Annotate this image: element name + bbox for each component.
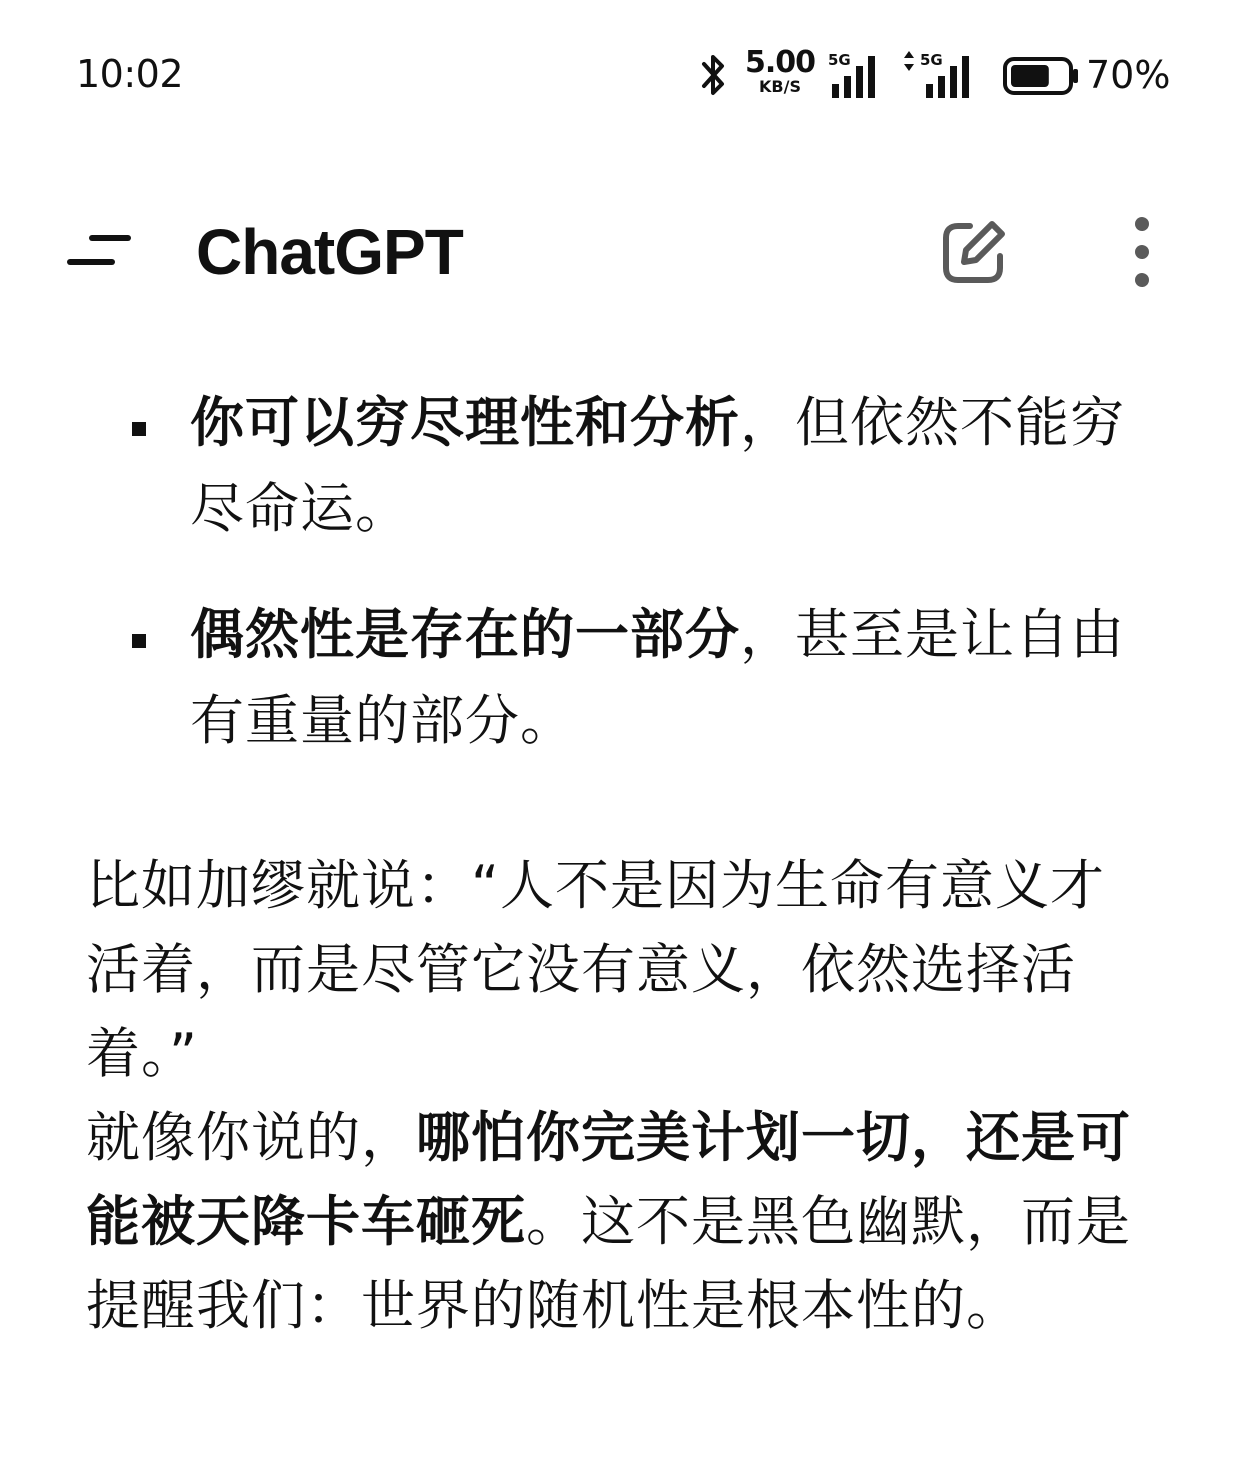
network-speed-value: 5.00 (744, 45, 816, 80)
status-time: 10:02 (76, 52, 184, 96)
list-item-text: ，甚至是让自由有重量的部分。 (190, 603, 1125, 752)
edit-icon (936, 214, 1012, 290)
app-title: ChatGPT (196, 216, 463, 288)
signal-bars-icon (828, 50, 890, 100)
sim1-network-label: 5G (828, 51, 851, 69)
battery-icon (1002, 56, 1082, 96)
more-vertical-icon (1118, 212, 1166, 292)
body-paragraph (86, 1096, 1146, 1348)
signal-sim1 (828, 50, 890, 100)
network-speed-unit: KB/S (759, 77, 801, 96)
bluetooth-icon (696, 50, 730, 100)
paragraph-text: 就像你说的， (86, 1106, 416, 1169)
quote-paragraph: 比如加缪就说：“人不是因为生命有意义才活着，而是尽管它没有意义，依然选择活着。” (86, 854, 1105, 1085)
menu-button[interactable] (60, 220, 140, 280)
new-chat-button[interactable] (936, 214, 1012, 290)
status-bar (0, 0, 1240, 150)
paragraph-text: 。这不是黑色幽默，而是提醒我们：世界的随机性是根本性的。 (86, 1190, 1131, 1337)
list-item-bold: 偶然性是存在的一部分 (190, 603, 740, 666)
bullet-marker (132, 634, 146, 648)
sim2-network-label: 5G (920, 51, 943, 69)
data-arrows-icon (902, 50, 916, 72)
paragraph-bold: 哪怕你完美计划一切，还是可能被天降卡车砸死 (86, 1106, 1131, 1253)
app-header (0, 190, 1240, 320)
bullet-marker (132, 422, 146, 436)
status-icons (690, 42, 1190, 106)
signal-bars-icon (922, 50, 986, 100)
list-item-bold: 你可以穷尽理性和分析 (190, 391, 740, 454)
list-item (190, 592, 1130, 764)
menu-icon (60, 220, 140, 280)
battery-percent: 70% (1086, 53, 1171, 97)
list-item-text: ，但依然不能穷尽命运。 (190, 391, 1125, 540)
list-item (190, 380, 1130, 552)
signal-sim2 (902, 50, 986, 100)
network-speed (740, 45, 820, 104)
more-options-button[interactable] (1118, 212, 1166, 292)
